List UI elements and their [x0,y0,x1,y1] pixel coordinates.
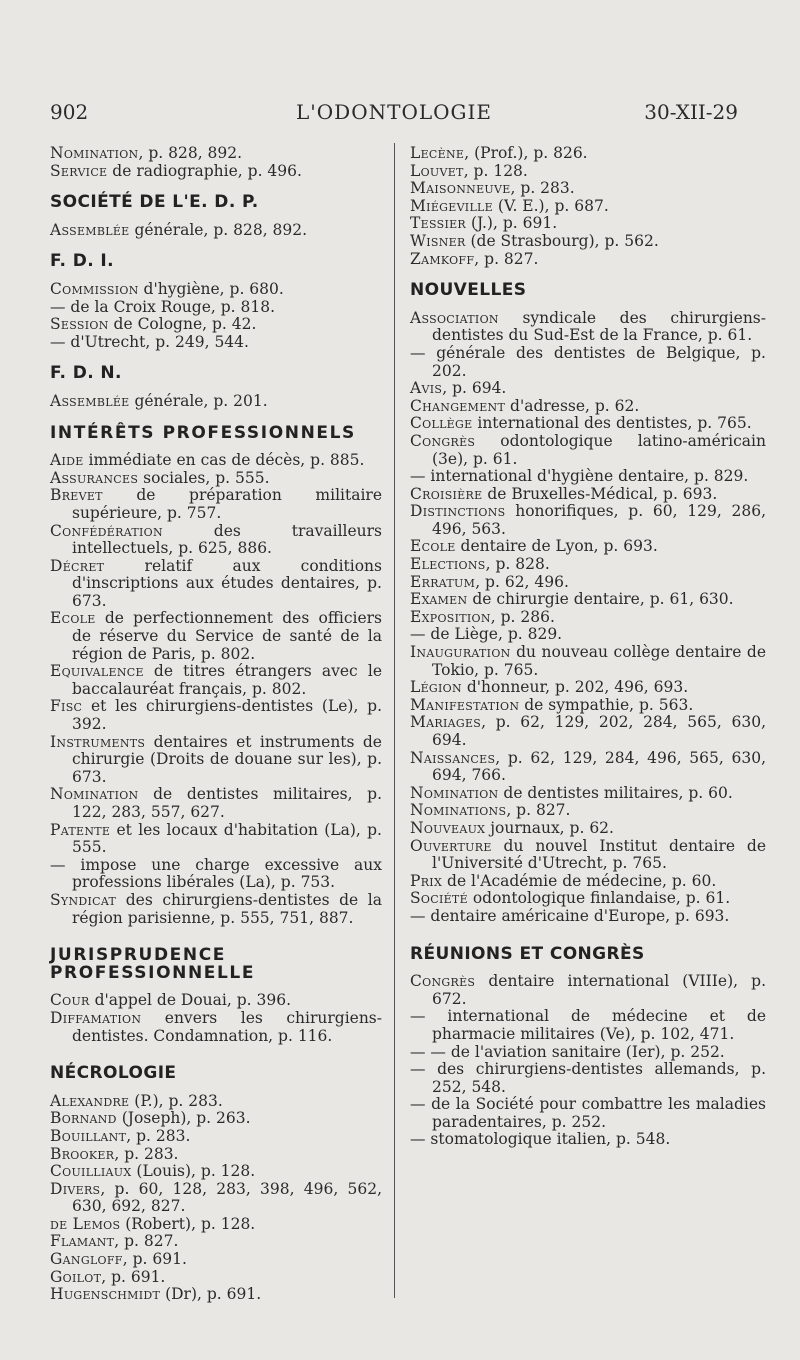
section-heading: F. D. N. [50,363,122,384]
index-entry: Nomination, p. 828, 892. [50,144,243,162]
index-entry: Assurances sociales, p. 555. [50,468,270,487]
index-entry: Congrès odontologique latino-américain (3e), p. 61. [410,431,766,468]
index-entry: Gangloff, p. 691. [50,1250,187,1269]
index-entry: — dentaire américaine d'Europe, p. 693. [410,906,730,925]
index-entry: Ecole dentaire de Lyon, p. 693. [410,537,658,556]
index-entry: Prix de l'Académie de médecine, p. 60. [410,871,717,890]
index-entry: Tessier (J.), p. 691. [410,214,558,233]
index-entry: Société odontologique finlandaise, p. 61. [410,889,731,908]
index-entry: Syndicat des chirurgiens-dentistes de la région parisienne, p. 555, 751, 887. [50,890,382,927]
section-heading: INTÉRÊTS PROFESSIONNELS [50,422,356,443]
section-heading: SOCIÉTÉ DE L'E. D. P. [50,192,259,213]
index-entry: Erratum, p. 62, 496. [410,572,569,591]
index-entry: Bouillant, p. 283. [50,1126,191,1145]
index-entry: Hugenschmidt (Dr), p. 691. [50,1285,262,1304]
index-entry: Commission d'hygiène, p. 680. [50,279,284,298]
index-entry: Flamant, p. 827. [50,1232,179,1251]
index-entry: — de la Croix Rouge, p. 818. [50,297,276,316]
section-heading: RÉUNIONS ET CONGRÈS [410,943,645,964]
index-entry: Patente et les locaux d'habitation (La), p. 555. [50,820,382,857]
index-entry: Maisonneuve, p. 283. [410,179,575,198]
index-entry: — international de médecine et de pharmacie militaires (Ve), p. 102, 471. [410,1007,766,1043]
index-entry: Session de Cologne, p. 42. [50,315,257,334]
index-entry: Instruments dentaires et instruments de chirurgie (Droits de douane sur les), p. 673. [50,732,382,786]
index-entry: Nomination de dentistes militaires, p. 60. [410,783,733,802]
left-column [50,145,382,1304]
index-entry: Association syndicale des chirurgiens-dentistes du Sud-Est de la France, p. 61. [410,308,766,345]
index-entry: Divers, p. 60, 128, 283, 398, 496, 562, 630, 692, 827. [50,1179,382,1216]
index-entry: Aide immédiate en cas de décès, p. 885. [50,451,365,470]
index-entry: Croisière de Bruxelles-Médical, p. 693. [410,484,718,503]
index-entry: Assemblée générale, p. 828, 892. [50,220,308,239]
index-entry: Couilliaux (Louis), p. 128. [50,1162,256,1181]
index-entry: — impose une charge excessive aux professions libérales (La), p. 753. [50,855,382,892]
journal-title: L'ODONTOLOGIE [296,100,492,124]
index-entry: Distinctions honorifiques, p. 60, 129, 286, 496, 563. [410,502,766,538]
index-entry: de Lemos (Robert), p. 128. [50,1214,256,1233]
index-entry: Elections, p. 828. [410,555,550,574]
index-entry: Cour d'appel de Douai, p. 396. [50,991,291,1010]
index-entry: Exposition, p. 286. [410,607,555,626]
index-entry: Fisc et les chirurgiens-dentistes (Le), p. 392. [50,697,382,734]
index-entry: Nomination de dentistes militaires, p. 122, 283, 557, 627. [50,785,382,821]
index-entry: Alexandre (P.), p. 283. [50,1091,223,1110]
index-entry: Diffamation envers les chirurgiens-dentistes. Condamnation, p. 116. [50,1008,382,1045]
index-entry: Bornand (Joseph), p. 263. [50,1109,251,1128]
section-heading: JURISPRUDENCE PROFESSIONNELLE [50,945,256,983]
index-entry: Ouverture du nouvel Institut dentaire de l'Université d'Utrecht, p. 765. [410,836,766,873]
index-entry: Manifestation de sympathie, p. 563. [410,695,694,714]
column-divider [394,143,395,1298]
index-entry: Décret relatif aux conditions d'inscriptions aux études dentaires, p. 673. [50,556,382,610]
issue-date: 30-XII-29 [644,100,738,124]
index-entry: Louvet, p. 128. [410,161,528,180]
index-entry: Confédération des travailleurs intellectuels, p. 625, 886. [50,521,382,558]
index-entry: Service de radiographie, p. 496. [50,161,302,180]
section-heading: NOUVELLES [410,280,527,301]
index-entry: Brevet de préparation militaire supérieure, p. 757. [50,486,382,522]
index-entry: Ecole de perfectionnement des officiers de réserve du Service de santé de la région de Paris, p. 802. [50,609,382,663]
index-entry: Nominations, p. 827. [410,801,571,820]
index-entry: — des chirurgiens-dentistes allemands, p. 252, 548. [410,1060,766,1096]
index-entry: Assemblée générale, p. 201. [50,391,268,410]
index-entry: Wisner (de Strasbourg), p. 562. [410,231,659,250]
index-entry: Mariages, p. 62, 129, 202, 284, 565, 630, 694. [410,713,766,749]
section-heading: F. D. I. [50,251,114,272]
section-heading: NÉCROLOGIE [50,1063,177,1084]
index-entry: Congrès dentaire international (VIIIe), p. 672. [410,972,766,1008]
page-number: 902 [50,100,89,124]
index-entry: Brooker, p. 283. [50,1144,179,1163]
right-column [410,145,766,1149]
index-entry: Légion d'honneur, p. 202, 496, 693. [410,678,689,697]
index-entry: — de Liège, p. 829. [410,625,563,644]
index-entry: Zamkoff, p. 827. [410,249,539,268]
index-entry: Avis, p. 694. [410,379,507,398]
index-entry: — générale des dentistes de Belgique, p. 202. [410,343,766,380]
index-entry: — — de l'aviation sanitaire (Ier), p. 252. [410,1042,725,1061]
running-header [50,100,738,130]
index-entry: Naissances, p. 62, 129, 284, 496, 565, 630, 694, 766. [410,748,766,785]
index-entry: Goilot, p. 691. [50,1267,166,1286]
index-entry: — de la Société pour combattre les maladies paradentaires, p. 252. [410,1095,766,1131]
index-entry: — international d'hygiène dentaire, p. 829. [410,467,749,486]
index-entry: Miégeville (V. E.), p. 687. [410,196,609,215]
index-entry: Collège international des dentistes, p. 765. [410,414,752,433]
index-entry: Inauguration du nouveau collège dentaire de Tokio, p. 765. [410,643,766,679]
index-entry: — d'Utrecht, p. 249, 544. [50,332,249,351]
index-entry: Lecène, (Prof.), p. 826. [410,144,588,162]
index-entry: Examen de chirurgie dentaire, p. 61, 630. [410,590,734,609]
index-entry: Changement d'adresse, p. 62. [410,396,640,415]
index-entry: Equivalence de titres étrangers avec le baccalauréat français, p. 802. [50,662,382,698]
index-entry: — stomatologique italien, p. 548. [410,1130,671,1149]
index-entry: Nouveaux journaux, p. 62. [410,818,614,837]
